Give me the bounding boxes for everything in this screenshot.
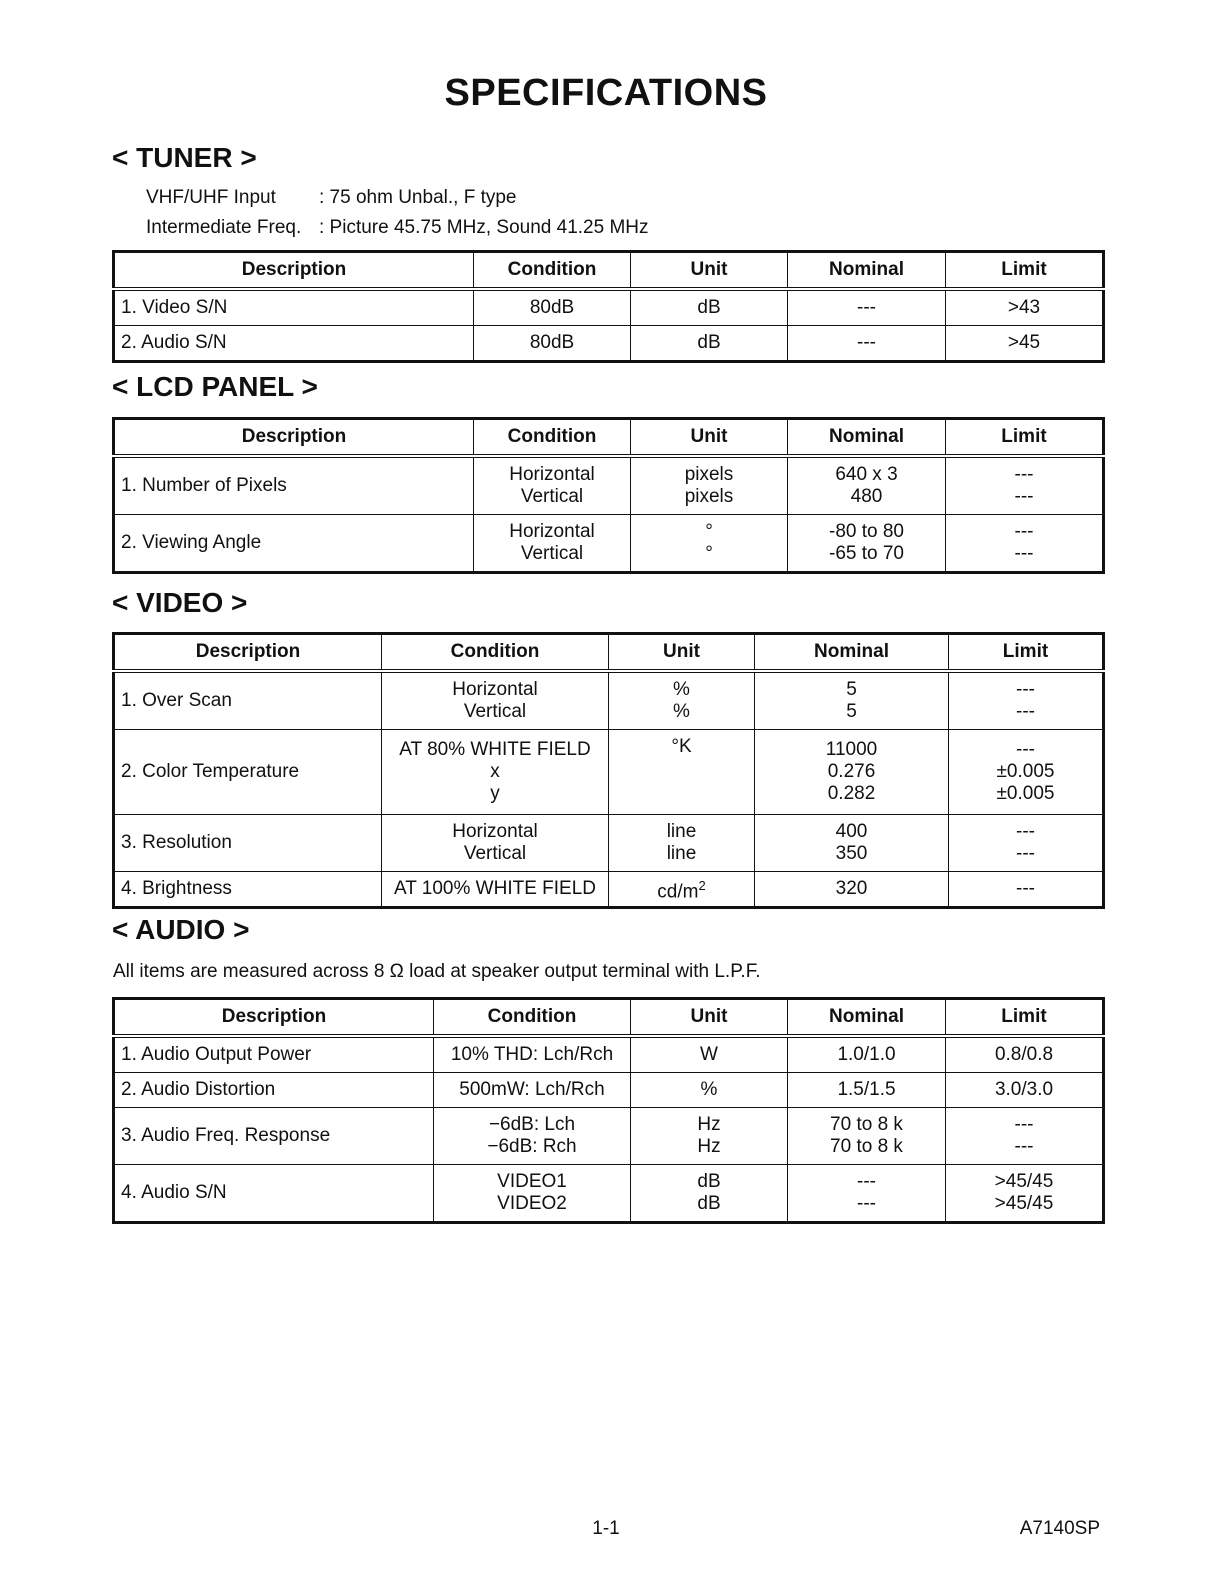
tuner-info-row — [146, 183, 649, 213]
nominal-cell: 320 — [755, 872, 949, 908]
limit-cell: --- — [949, 872, 1104, 908]
cell-line: ° — [705, 543, 713, 564]
description-cell: 2. Audio S/N — [114, 326, 474, 362]
condition-cell — [434, 1165, 631, 1223]
cell-line: Vertical — [463, 701, 527, 722]
column-header: Nominal — [788, 252, 946, 290]
table-row — [114, 730, 1104, 815]
cell-line: % — [673, 679, 690, 700]
cell-line: line — [666, 843, 697, 864]
limit-cell: 3.0/3.0 — [946, 1073, 1104, 1108]
cell-line: >45/45 — [994, 1171, 1054, 1192]
tuner-info-value: : 75 ohm Unbal., F type — [319, 187, 517, 208]
nominal-cell — [788, 1165, 946, 1223]
description-cell: 1. Audio Output Power — [114, 1036, 434, 1073]
nominal-cell — [788, 1108, 946, 1165]
table-row — [114, 1073, 1104, 1108]
description-cell: 3. Audio Freq. Response — [114, 1108, 434, 1165]
nominal-cell: --- — [788, 289, 946, 326]
nominal-cell: 1.0/1.0 — [788, 1036, 946, 1073]
cell-line: pixels — [684, 464, 734, 485]
cell-line: −6dB: Lch — [488, 1114, 576, 1135]
condition-cell: 500mW: Lch/Rch — [434, 1073, 631, 1108]
nominal-cell — [755, 671, 949, 730]
unit-cell: % — [631, 1073, 788, 1108]
tuner-heading: < TUNER > — [112, 142, 257, 173]
unit-cell: dB — [631, 326, 788, 362]
nominal-cell — [788, 515, 946, 573]
limit-cell — [949, 671, 1104, 730]
limit-cell: 0.8/0.8 — [946, 1036, 1104, 1073]
video-heading: < VIDEO > — [112, 587, 248, 618]
tuner-info-value: : Picture 45.75 MHz, Sound 41.25 MHz — [319, 217, 649, 238]
tuner-info-row — [146, 213, 649, 243]
page-title: SPECIFICATIONS — [444, 72, 768, 114]
column-header: Unit — [631, 419, 788, 457]
cell-line: --- — [1016, 679, 1035, 700]
unit-cell — [631, 456, 788, 515]
column-header: Description — [114, 999, 434, 1037]
limit-cell: >43 — [946, 289, 1104, 326]
condition-cell — [382, 730, 609, 815]
description-cell: 2. Audio Distortion — [114, 1073, 434, 1108]
cell-line: 70 to 8 k — [830, 1136, 903, 1157]
cell-line: 0.282 — [827, 783, 876, 804]
unit-cell: dB — [631, 289, 788, 326]
cell-line: ±0.005 — [996, 783, 1055, 804]
column-header: Description — [114, 634, 382, 672]
table-row — [114, 289, 1104, 326]
table-row — [114, 671, 1104, 730]
column-header: Limit — [946, 999, 1104, 1037]
cell-line: Hz — [697, 1136, 721, 1157]
unit-cell — [631, 1165, 788, 1223]
lcd-panel-table — [112, 417, 1105, 574]
table-row — [114, 326, 1104, 362]
cell-line: --- — [1016, 701, 1035, 722]
condition-cell: 80dB — [474, 289, 631, 326]
description-cell: 1. Over Scan — [114, 671, 382, 730]
table-row — [114, 456, 1104, 515]
table-row — [114, 515, 1104, 573]
tuner-info — [146, 183, 649, 243]
cell-line: 350 — [835, 843, 868, 864]
column-header: Description — [114, 419, 474, 457]
cell-line: --- — [1016, 821, 1035, 842]
description-cell: 3. Resolution — [114, 815, 382, 872]
cell-line: -80 to 80 — [829, 521, 904, 542]
cell-line: 400 — [835, 821, 868, 842]
cell-line: 0.276 — [827, 761, 876, 782]
column-header: Condition — [474, 252, 631, 290]
column-header: Unit — [609, 634, 755, 672]
cell-line: --- — [1014, 1136, 1034, 1157]
column-header: Unit — [631, 999, 788, 1037]
cell-line: AT 80% WHITE FIELD — [399, 739, 591, 760]
limit-cell — [946, 515, 1104, 573]
nominal-cell: 1.5/1.5 — [788, 1073, 946, 1108]
condition-cell: AT 100% WHITE FIELD — [382, 872, 609, 908]
table-row — [114, 1036, 1104, 1073]
condition-cell — [474, 456, 631, 515]
cell-line: y — [490, 783, 500, 804]
cell-line: 11000 — [825, 739, 878, 760]
condition-cell — [382, 815, 609, 872]
column-header: Nominal — [755, 634, 949, 672]
condition-cell: 80dB — [474, 326, 631, 362]
lcd-panel-heading: < LCD PANEL > — [112, 371, 318, 402]
unit-cell — [609, 872, 755, 908]
column-header: Nominal — [788, 999, 946, 1037]
cell-line: 5 — [846, 701, 857, 722]
description-cell: 4. Brightness — [114, 872, 382, 908]
cell-line: 640 x 3 — [835, 464, 898, 485]
cell-line: --- — [1014, 1114, 1034, 1135]
nominal-cell — [755, 815, 949, 872]
nominal-cell — [755, 730, 949, 815]
cell-line: ±0.005 — [996, 761, 1055, 782]
cell-line: --- — [1014, 464, 1034, 485]
condition-cell — [474, 515, 631, 573]
cell-line: °K — [671, 736, 692, 757]
cell-line: dB — [697, 1193, 721, 1214]
condition-cell — [382, 671, 609, 730]
cell-line: -65 to 70 — [829, 543, 904, 564]
audio-note: All items are measured across 8 Ω load at speaker output terminal with L.P.F. — [113, 961, 761, 982]
unit-cell — [631, 1108, 788, 1165]
tuner-info-label: Intermediate Freq. — [146, 217, 302, 238]
table-header-row — [114, 999, 1104, 1037]
cell-line: Vertical — [463, 843, 527, 864]
cell-line: pixels — [684, 486, 734, 507]
cell-line: --- — [857, 1171, 876, 1192]
limit-cell — [949, 730, 1104, 815]
column-header: Limit — [946, 252, 1104, 290]
cell-line: --- — [857, 1193, 876, 1214]
condition-cell: 10% THD: Lch/Rch — [434, 1036, 631, 1073]
unit-superscript: 2 — [698, 877, 706, 893]
cell-line: Vertical — [520, 486, 584, 507]
column-header: Unit — [631, 252, 788, 290]
page-number: 1-1 — [592, 1518, 620, 1539]
cell-line: 480 — [850, 486, 883, 507]
cell-line: VIDEO1 — [497, 1171, 567, 1192]
description-cell: 4. Audio S/N — [114, 1165, 434, 1223]
unit-cell: W — [631, 1036, 788, 1073]
cell-line: Hz — [697, 1114, 721, 1135]
cell-line: >45/45 — [994, 1193, 1054, 1214]
unit-base: cd/m — [657, 881, 699, 903]
table-header-row — [114, 634, 1104, 672]
cell-line: Vertical — [520, 543, 584, 564]
limit-cell — [946, 456, 1104, 515]
cell-line: Horizontal — [452, 821, 538, 842]
cell-line: --- — [1014, 521, 1034, 542]
description-cell: 1. Number of Pixels — [114, 456, 474, 515]
audio-table — [112, 997, 1105, 1224]
column-header: Condition — [474, 419, 631, 457]
cell-line: dB — [697, 1171, 721, 1192]
table-row — [114, 872, 1104, 908]
nominal-cell: --- — [788, 326, 946, 362]
limit-cell: >45 — [946, 326, 1104, 362]
cell-line: % — [673, 701, 690, 722]
description-cell: 2. Color Temperature — [114, 730, 382, 815]
table-row — [114, 1108, 1104, 1165]
cell-line: --- — [1016, 739, 1035, 760]
description-cell: 1. Video S/N — [114, 289, 474, 326]
cell-line: 70 to 8 k — [830, 1114, 903, 1135]
limit-cell — [949, 815, 1104, 872]
cell-line: Horizontal — [509, 521, 595, 542]
cell-line: Horizontal — [509, 464, 595, 485]
cell-line: line — [666, 821, 697, 842]
cell-line: −6dB: Rch — [487, 1136, 577, 1157]
document-code: A7140SP — [1019, 1518, 1100, 1539]
column-header: Limit — [949, 634, 1104, 672]
tuner-info-label: VHF/UHF Input — [146, 187, 276, 208]
unit-cell — [609, 730, 755, 815]
cell-line: x — [490, 761, 500, 782]
cell-line: --- — [1014, 543, 1034, 564]
cell-line: ° — [705, 521, 713, 542]
cell-line: 5 — [846, 679, 857, 700]
column-header: Limit — [946, 419, 1104, 457]
tuner-table — [112, 250, 1105, 363]
cell-line: VIDEO2 — [497, 1193, 567, 1214]
unit-cell — [631, 515, 788, 573]
limit-cell — [946, 1108, 1104, 1165]
description-cell: 2. Viewing Angle — [114, 515, 474, 573]
table-header-row — [114, 252, 1104, 290]
unit-cell — [609, 815, 755, 872]
column-header: Nominal — [788, 419, 946, 457]
nominal-cell — [788, 456, 946, 515]
unit-cell — [609, 671, 755, 730]
table-header-row — [114, 419, 1104, 457]
cell-line: Horizontal — [452, 679, 538, 700]
column-header: Description — [114, 252, 474, 290]
column-header: Condition — [434, 999, 631, 1037]
cell-line: --- — [1014, 486, 1034, 507]
audio-heading: < AUDIO > — [112, 914, 250, 945]
condition-cell — [434, 1108, 631, 1165]
cell-line: --- — [1016, 843, 1035, 864]
table-row — [114, 815, 1104, 872]
table-row — [114, 1165, 1104, 1223]
column-header: Condition — [382, 634, 609, 672]
limit-cell — [946, 1165, 1104, 1223]
video-table — [112, 632, 1105, 909]
